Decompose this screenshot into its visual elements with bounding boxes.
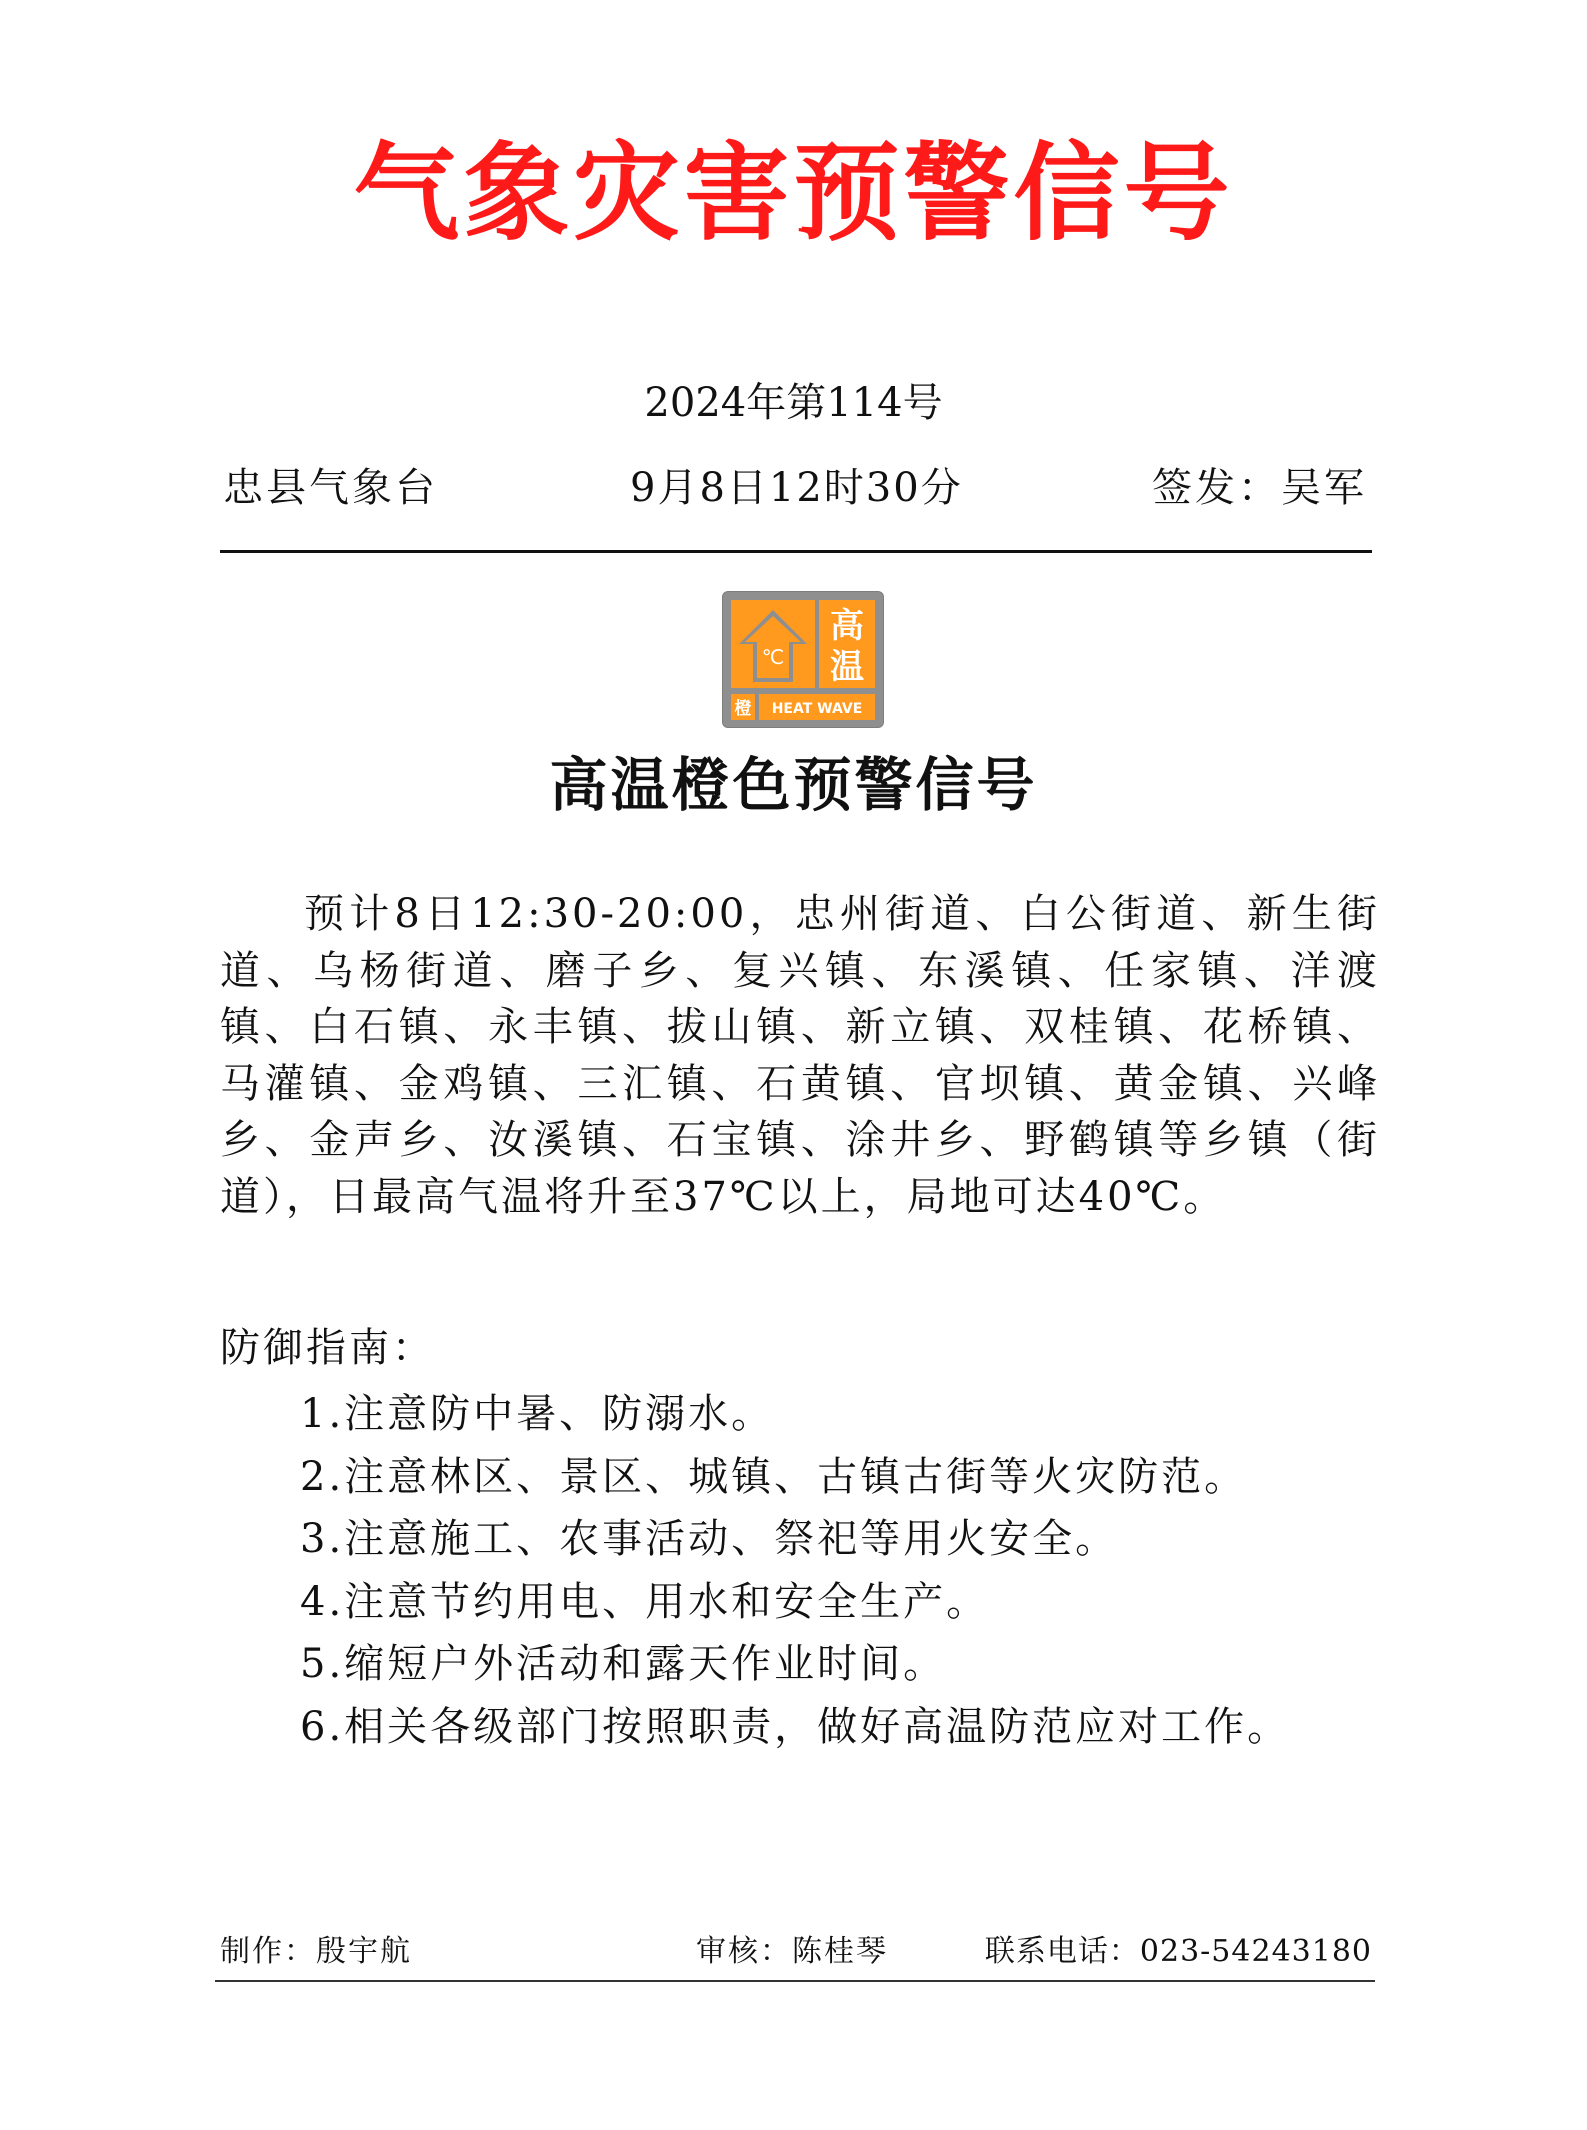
issuer: 忠县气象台 [223, 465, 438, 511]
guide-heading: 防御指南： [220, 1325, 435, 1371]
icon-english-text: HEAT WAVE [771, 701, 863, 717]
footer-reviewer: 审核：陈桂琴 [696, 1934, 888, 1969]
footer-contact: 联系电话：023-54243180 [984, 1934, 1372, 1969]
footer-maker: 制作：殷宇航 [220, 1934, 412, 1969]
icon-celsius-text: ℃ [761, 645, 785, 669]
guide-item: 2.注意林区、景区、城镇、古镇古街等火灾防范。 [300, 1453, 1248, 1500]
document-number: 2024年第114号 [644, 380, 943, 426]
footer-divider [215, 1980, 1375, 1982]
icon-orange-char: 橙 [734, 699, 752, 719]
issue-time: 9月8日12时30分 [630, 465, 963, 511]
guide-list [300, 1383, 1290, 1758]
header-divider [220, 550, 1372, 553]
forecast-paragraph: 预计8日12:30-20:00，忠州街道、白公街道、新生街道、乌杨街道、磨子乡、复兴镇、东溪镇、任家镇、洋渡镇、白石镇、永丰镇、拔山镇、新立镇、双桂镇、花桥镇、马灌镇、金鸡镇、三汇镇、石黄镇、官坝镇、黄金镇、兴峰乡、金声乡、汝溪镇、石宝镇、涂井乡、野鹤镇等乡镇（街道），日最高气温将升至37℃以上，局地可达40℃。 [220, 891, 1380, 1220]
heat-wave-orange-signal-icon [723, 592, 883, 727]
guide-item: 3.注意施工、农事活动、祭祀等用火安全。 [300, 1516, 1119, 1562]
icon-char-gao: 高 [830, 606, 864, 646]
signal-title: 高温橙色预警信号 [549, 751, 1038, 819]
icon-char-wen: 温 [830, 647, 864, 687]
page-title: 气象灾害预警信号 [353, 130, 1234, 255]
guide-item: 4.注意节约用电、用水和安全生产。 [300, 1578, 990, 1625]
guide-item: 5.缩短户外活动和露天作业时间。 [300, 1641, 947, 1687]
guide-item: 1.注意防中暑、防溺水。 [300, 1391, 775, 1437]
guide-item: 6.相关各级部门按照职责，做好高温防范应对工作。 [300, 1703, 1291, 1750]
signer: 签发：吴军 [1152, 465, 1367, 511]
